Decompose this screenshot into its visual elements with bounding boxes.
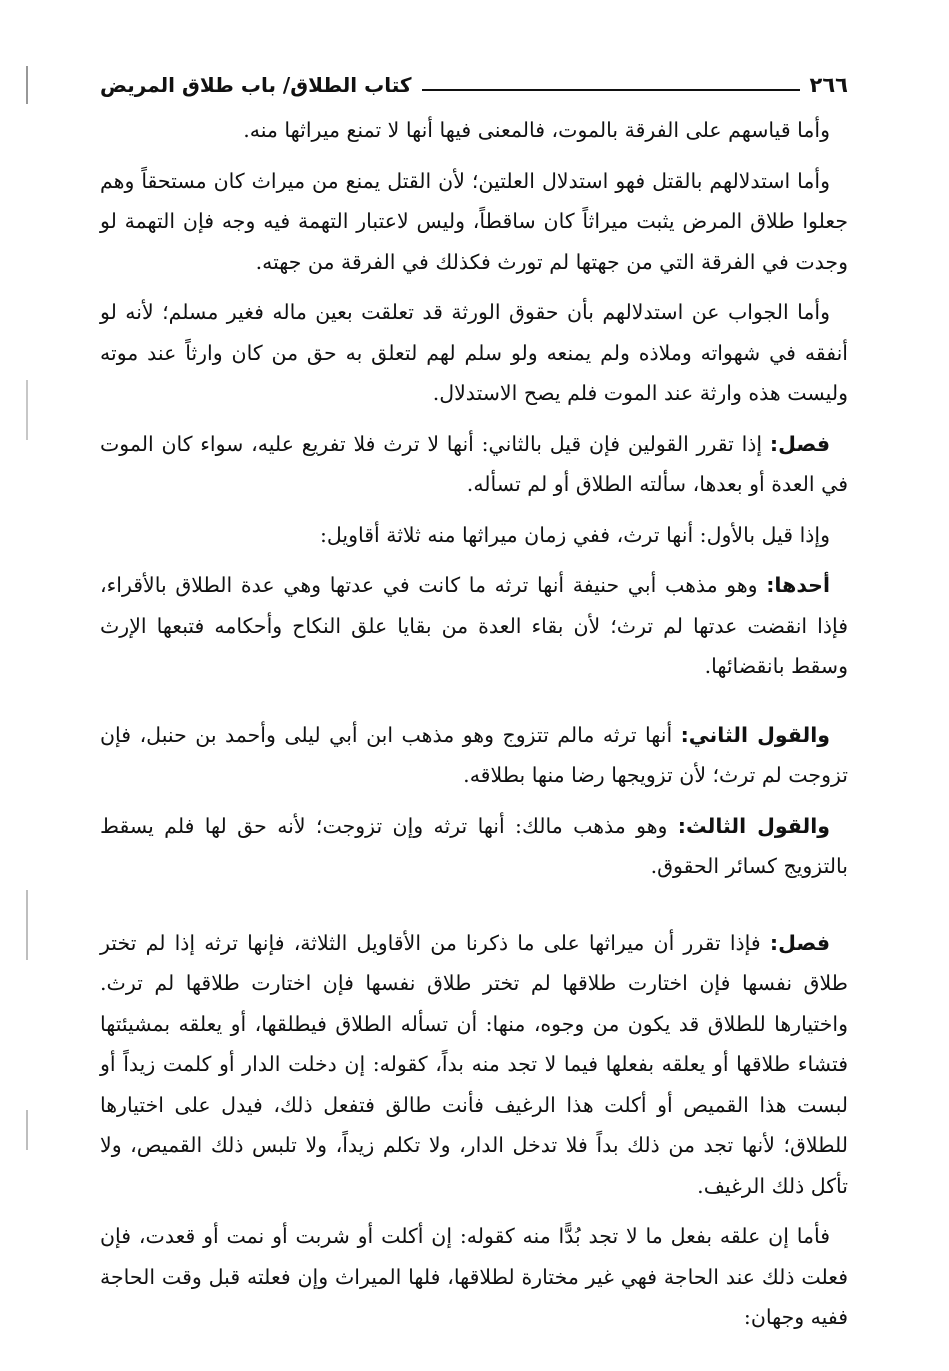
paragraph <box>100 424 848 505</box>
body-text <box>100 110 848 1348</box>
paragraph-text: وهو مذهب أبي حنيفة أنها ترثه ما كانت في عدتها وهي عدة الطلاق بالأقراء، فإذا انقضت عدتها لم ترث؛ لأن بقاء العدة من بقايا علق النكاح وأحكامه فتبعها الإرث وسقط بانقضائها. <box>100 573 848 678</box>
running-title: كتاب الطلاق/ باب طلاق المريض <box>100 73 412 97</box>
scan-edge-mark <box>26 380 28 440</box>
paragraph-text: وهو مذهب مالك: أنها ترثه وإن تزوجت؛ لأنه حق لها فلم يسقط بالتزويج كسائر الحقوق. <box>100 813 848 878</box>
paragraph <box>100 110 848 151</box>
paragraph <box>100 161 848 283</box>
page-header <box>100 64 848 98</box>
paragraph <box>100 515 848 556</box>
header-rule <box>422 89 800 91</box>
paragraph-lead: والقول الثاني: <box>680 722 830 747</box>
scan-edge-mark <box>26 66 28 104</box>
paragraph-text: أنها ترثه مالم تتزوج وهو مذهب ابن أبي ليلى وأحمد بن حنبل، فإن تزوجت لم ترث؛ لأن تزويجها رضا منها بطلاقه. <box>100 722 848 787</box>
paragraph-text: وإذا قيل بالأول: أنها ترث، ففي زمان ميراثها منه ثلاثة أقاويل: <box>319 522 830 547</box>
page-number: ٢٦٦ <box>809 73 848 97</box>
paragraph-text: فأما إن علقه بفعل ما لا تجد بُدًّا منه كقوله: إن أكلت أو شربت أو نمت أو قعدت، فإن فعلت ذلك عند الحاجة فهي غير مختارة لطلاقها، فلها الميراث وإن فعلته قبل وقت الحاجة ففيه وجهان: <box>100 1224 848 1329</box>
paragraph <box>100 715 848 796</box>
paragraph-lead: أحدها: <box>766 573 830 597</box>
paragraph-lead: والقول الثالث: <box>677 813 830 838</box>
scan-edge-mark <box>26 1110 28 1150</box>
paragraph-lead: فصل: <box>769 930 830 955</box>
paragraph-text: وأما الجواب عن استدلالهم بأن حقوق الورثة قد تعلقت بعين ماله فغير مسلم؛ لأنه لو أنفقه في شهواته وملاذه ولم يمنعه ولو سلم لهم لتعلق به حق من كان وارثاً عند موته وليست هذه وارثة عند الموت فلم يصح الاستدلال. <box>100 300 848 405</box>
paragraph-text: فإذا تقرر أن ميراثها على ما ذكرنا من الأقاويل الثلاثة، فإنها ترثه إذا لم تختر طلاق نفسها فإن اختارت طلاقها لم تختر طلاق نفسها فإن اختارت طلاقها لم ترث. واختيارها للطلاق قد يكون من وجوه، منها: أن تسأله الطلاق فيطلقها، أو يعلقه بمشيئتها فتشاء طلاقها أو يعلقه بفعلها فيما لا تجد منه بداً، كقوله: إن دخلت الدار أو كلمت زيداً أو لبست هذا القميص أو أكلت هذا الرغيف فأنت طالق فتفعل ذلك، فيدل على اختيارها للطلاق؛ لأنها تجد من ذلك بداً فلا تدخل الدار، ولا تكلم زيداً، ولا تلبس ذلك القميص، ولا تأكل ذلك الرغيف. <box>100 930 848 1198</box>
scan-edge-mark <box>26 890 28 960</box>
paragraph-text: وأما قياسهم على الفرقة بالموت، فالمعنى فيها أنها لا تمنع ميراثها منه. <box>243 118 830 142</box>
paragraph <box>100 565 848 687</box>
paragraph-lead: فصل: <box>769 431 830 456</box>
paragraph-text: إذا تقرر القولين فإن قيل بالثاني: أنها لا ترث فلا تفريع عليه، سواء كان الموت في العدة أو بعدها، سألته الطلاق أو لم تسأله. <box>100 431 848 496</box>
paragraph-text: وأما استدلالهم بالقتل فهو استدلال العلتين؛ لأن القتل يمنع من ميراث كان مستحقاً وهم جعلوا طلاق المرض يثبت ميراثاً كان ساقطاً، وليس لاعتبار التهمة فيه وجه فإن التهمة لو وجدت في الفرقة التي من جهتها لم تورث فكذلك في الفرقة من جهته. <box>100 168 848 274</box>
paragraph <box>100 292 848 414</box>
paragraph <box>100 1216 848 1338</box>
paragraph <box>100 923 848 1207</box>
paragraph <box>100 806 848 887</box>
